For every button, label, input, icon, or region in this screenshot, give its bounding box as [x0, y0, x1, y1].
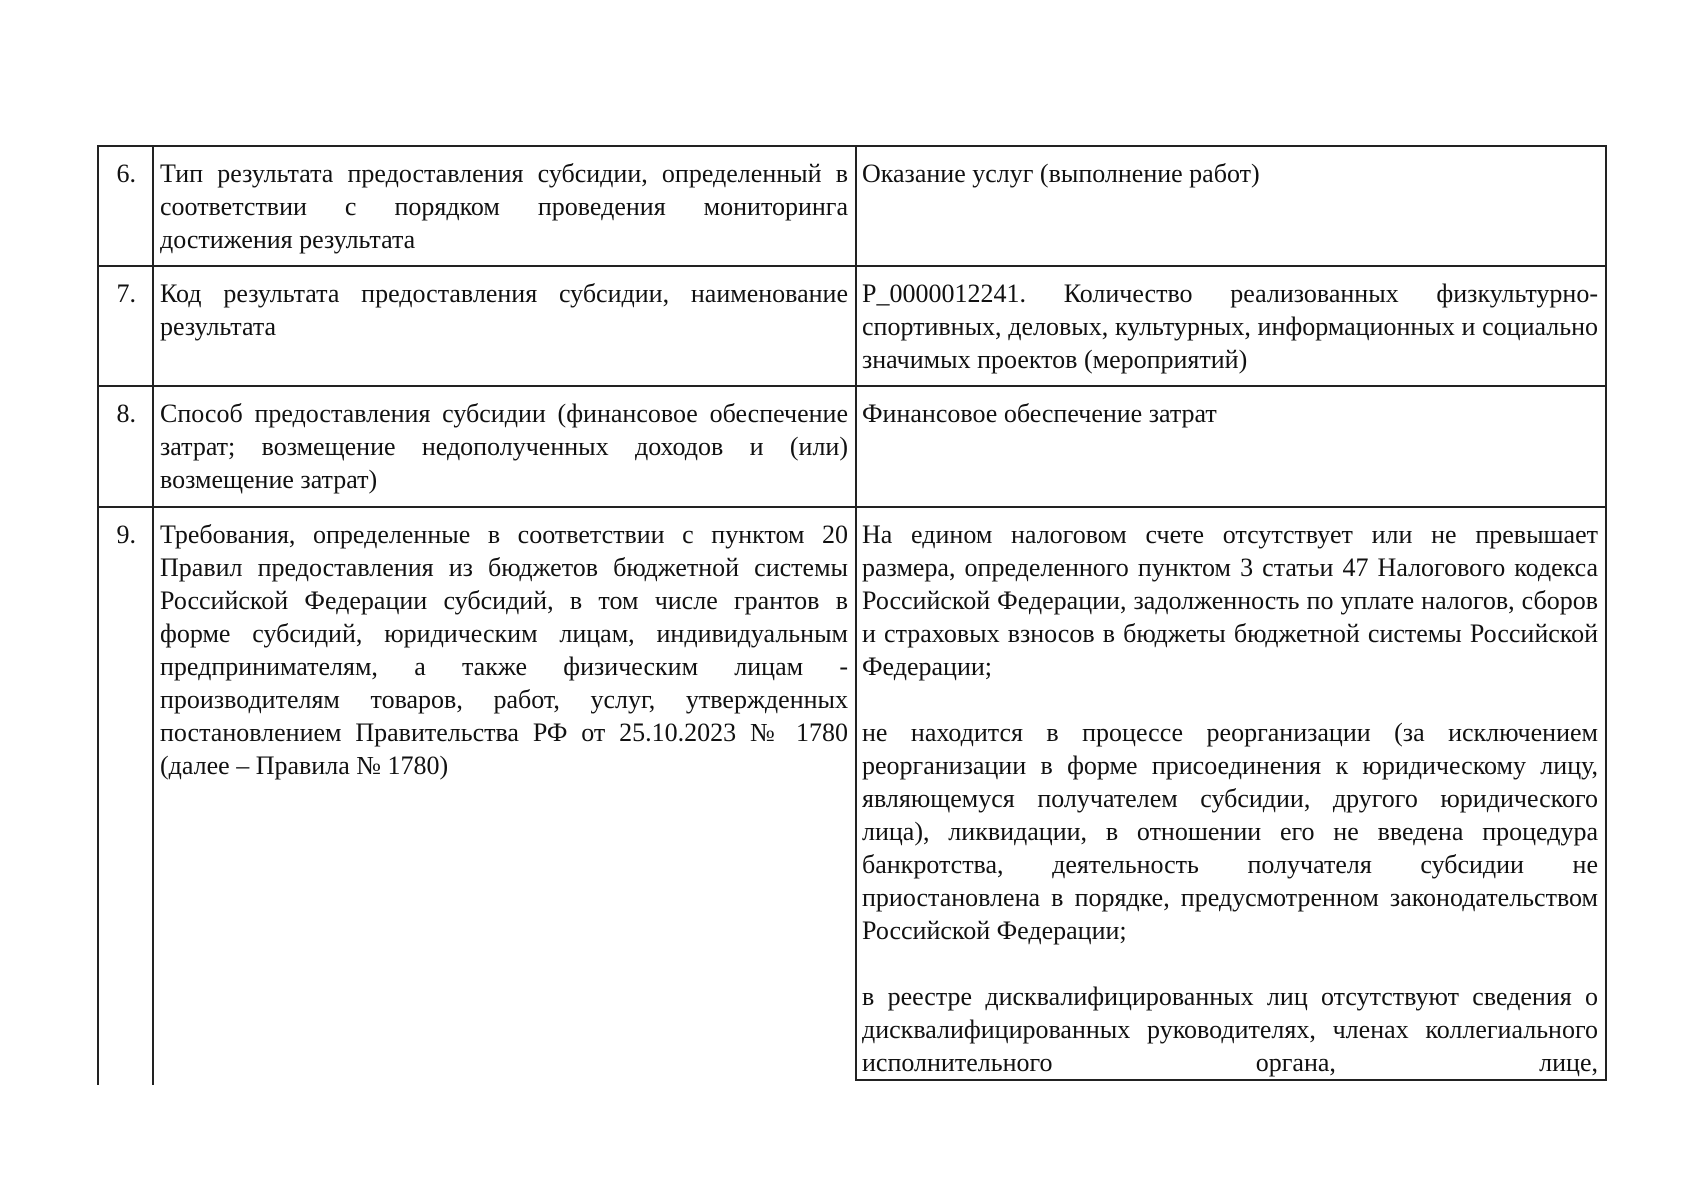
row-divider-6-7	[97, 265, 1607, 267]
table-column-divider-2	[855, 145, 857, 1079]
value-paragraph: Оказание услуг (выполнение работ)	[862, 159, 1260, 188]
row-divider-7-8	[97, 385, 1607, 387]
value-paragraph: не находится в процессе реорганизации (за исключением реорганизации в форме присоединения к юридическому лицу, являющемуся получателем субсидии, другого юридического лица), ликвидации, в отношении его не введена процедура банкротства, деятельность получателя субсидии не приостановлена в порядке, предусмотренном законодательством Российской Федерации;	[862, 718, 1598, 945]
requirement-value	[862, 397, 1598, 430]
value-paragraph: в реестре дисквалифицированных лиц отсутствуют сведения о дисквалифицированных руководителях, членах коллегиального исполнительного органа, лице,	[862, 982, 1598, 1077]
table-border-right	[1605, 145, 1607, 1079]
table-border-top	[97, 145, 1607, 147]
row-number: 6.	[116, 159, 136, 188]
requirement-label: Требования, определенные в соответствии с пунктом 20 Правил предоставления из бюджетов бюджетной системы Российской Федерации субсидий, в том числе грантов в форме субсидий, юридическим лицам, индивидуальным предпринимателям, а также физическим лицам - производителям товаров, работ, услуг, утвержденных постановлением Правительства РФ от 25.10.2023 № 1780 (далее – Правила № 1780)	[160, 520, 848, 780]
requirement-value	[862, 157, 1598, 190]
requirement-value	[862, 277, 1598, 376]
requirement-label: Способ предоставления субсидии (финансовое обеспечение затрат; возмещение недополученных доходов и (или) возмещение затрат)	[160, 399, 848, 494]
row-number: 9.	[116, 520, 136, 549]
table-column-divider-1	[152, 145, 154, 1085]
row-number: 7.	[116, 279, 136, 308]
row-divider-8-9	[97, 506, 1607, 508]
requirement-label: Тип результата предоставления субсидии, определенный в соответствии с порядком проведения мониторинга достижения результата	[160, 159, 848, 254]
requirement-value	[862, 518, 1598, 1079]
value-paragraph: P_0000012241. Количество реализованных физкультурно-спортивных, деловых, культурных, информационных и социально значимых проектов (мероприятий)	[862, 279, 1598, 374]
value-paragraph: Финансовое обеспечение затрат	[862, 399, 1217, 428]
value-paragraph: На едином налоговом счете отсутствует или не превышает размера, определенного пунктом 3 статьи 47 Налогового кодекса Российской Федерации, задолженность по уплате налогов, сборов и страховых взносов в бюджеты бюджетной системы Российской Федерации;	[862, 520, 1598, 681]
requirement-label: Код результата предоставления субсидии, наименование результата	[160, 279, 848, 341]
row-number: 8.	[116, 399, 136, 428]
value-cell-bottom	[855, 1079, 1607, 1081]
